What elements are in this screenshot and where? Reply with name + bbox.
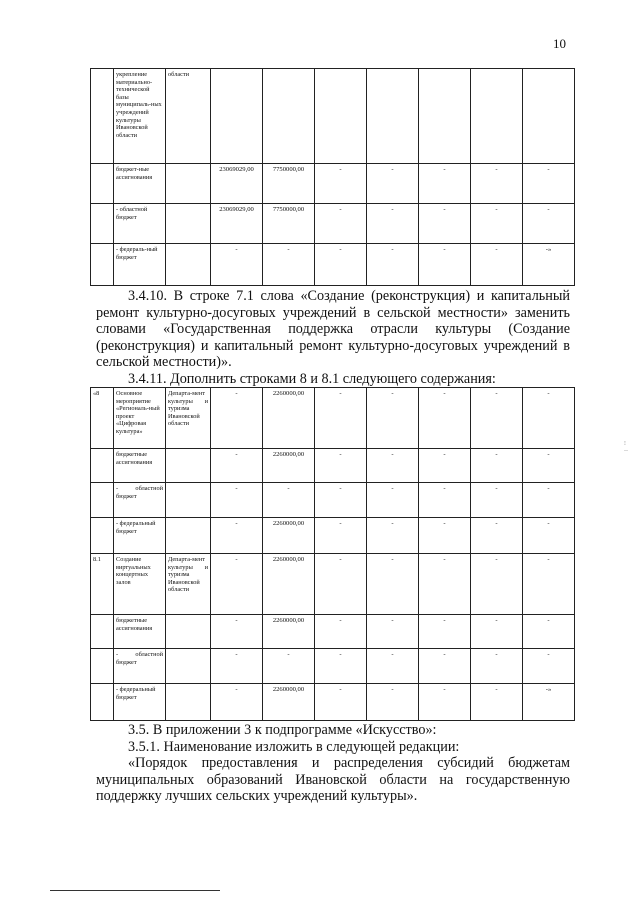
value-cell: - [211, 554, 263, 615]
table-continuation [90, 68, 575, 286]
value-cell: - [471, 244, 523, 286]
value-cell: - [367, 554, 419, 615]
value-cell: - [471, 649, 523, 684]
value-cell: - [523, 554, 575, 615]
row-name: бюджетные ассигнования [114, 615, 166, 649]
value-cell: - [211, 388, 263, 449]
value-cell: - [419, 554, 471, 615]
row-num [91, 684, 114, 721]
row-executor: Департа-мент культуры и туризма Ивановской области [166, 388, 211, 449]
table-row [91, 244, 575, 286]
value-cell: 2260000,00 [263, 388, 315, 449]
value-cell: - [315, 164, 367, 204]
value-cell: - [315, 449, 367, 483]
row-num [91, 164, 114, 204]
value-cell: - [211, 483, 263, 518]
row-executor: области [166, 69, 211, 164]
value-cell: 2260000,00 [263, 518, 315, 554]
value-cell [211, 69, 263, 164]
row-num: «8 [91, 388, 114, 449]
row-name: Создание виртуальных концертных залов [114, 554, 166, 615]
value-cell: - [419, 244, 471, 286]
row-name: - областной бюджет [114, 204, 166, 244]
table-row [91, 449, 575, 483]
value-cell: - [315, 204, 367, 244]
value-cell: - [263, 649, 315, 684]
value-cell: 2260000,00 [263, 554, 315, 615]
value-cell: - [367, 649, 419, 684]
value-cell: - [419, 164, 471, 204]
row-name: Основное мероприятие «Региональ-ный проект «Цифровая культура» [114, 388, 166, 449]
value-cell: - [367, 164, 419, 204]
row-num [91, 615, 114, 649]
value-cell: - [211, 615, 263, 649]
table-row [91, 164, 575, 204]
value-cell: 7750000,00 [263, 164, 315, 204]
value-cell: - [523, 449, 575, 483]
row-num [91, 204, 114, 244]
value-cell: - [211, 518, 263, 554]
value-cell: - [471, 388, 523, 449]
row-name: - федеральный бюджет [114, 518, 166, 554]
value-cell: 7750000,00 [263, 204, 315, 244]
paragraph-3-5-1: 3.5.1. Наименование изложить в следующей редакции: [128, 738, 460, 755]
value-cell: - [315, 244, 367, 286]
value-cell: - [367, 518, 419, 554]
amendment-text-1 [96, 288, 570, 388]
value-cell: - [315, 483, 367, 518]
footnote-separator [50, 890, 220, 891]
value-cell: - [419, 483, 471, 518]
value-cell: 23069029,00 [211, 164, 263, 204]
value-cell: - [523, 615, 575, 649]
value-cell: - [419, 649, 471, 684]
value-cell: - [471, 449, 523, 483]
value-cell: - [315, 684, 367, 721]
value-cell [471, 69, 523, 164]
row-executor [166, 164, 211, 204]
table-row [91, 483, 575, 518]
value-cell: - [471, 204, 523, 244]
amendment-text-2 [96, 722, 570, 805]
value-cell: - [367, 204, 419, 244]
table-row [91, 554, 575, 615]
value-cell: - [523, 164, 575, 204]
value-cell: - [523, 388, 575, 449]
row-num [91, 649, 114, 684]
value-cell: - [419, 518, 471, 554]
value-cell: - [263, 244, 315, 286]
value-cell: - [367, 244, 419, 286]
value-cell: 2260000,00 [263, 684, 315, 721]
table-row [91, 518, 575, 554]
value-cell: - [419, 615, 471, 649]
row-executor: Департа-мент культуры и туризма Ивановской области [166, 554, 211, 615]
value-cell: - [419, 388, 471, 449]
value-cell: - [471, 164, 523, 204]
row-executor [166, 204, 211, 244]
row-name: бюджет-ные ассигнования [114, 164, 166, 204]
row-num [91, 483, 114, 518]
value-cell: 2260000,00 [263, 449, 315, 483]
value-cell: - [211, 244, 263, 286]
row-name: укрепление материально-технической базы муниципаль-ных учреждений культуры Ивановской области [114, 69, 166, 164]
value-cell: - [523, 649, 575, 684]
value-cell: - [471, 518, 523, 554]
value-cell: -» [523, 684, 575, 721]
paragraph-3-5: 3.5. В приложении 3 к подпрограмме «Искусство»: [128, 722, 437, 738]
row-executor [166, 615, 211, 649]
row-name: - федераль-ный бюджет [114, 244, 166, 286]
paragraph-new-title: «Порядок предоставления и распределения субсидий бюджетам муниципальных образований Ивановской области на государственную поддержку лучших сельских учреждений культуры». [96, 755, 570, 805]
row-num [91, 449, 114, 483]
row-executor [166, 649, 211, 684]
row-num [91, 518, 114, 554]
table-row [91, 649, 575, 684]
value-cell: - [471, 554, 523, 615]
value-cell: - [523, 518, 575, 554]
value-cell: - [419, 204, 471, 244]
value-cell: -» [523, 244, 575, 286]
value-cell: 2260000,00 [263, 615, 315, 649]
page-number: 10 [553, 36, 566, 51]
row-executor [166, 518, 211, 554]
value-cell [419, 69, 471, 164]
row-executor [166, 244, 211, 286]
table-rows-8 [90, 387, 575, 721]
table-row [91, 388, 575, 449]
value-cell: - [471, 483, 523, 518]
row-executor [166, 449, 211, 483]
value-cell: - [367, 388, 419, 449]
value-cell: - [367, 483, 419, 518]
value-cell: - [367, 449, 419, 483]
value-cell: - [315, 554, 367, 615]
row-num [91, 69, 114, 164]
paragraph-3-4-11: 3.4.11. Дополнить строками 8 и 8.1 следующего содержания: [128, 370, 496, 387]
value-cell [367, 69, 419, 164]
table-row [91, 615, 575, 649]
table-row [91, 684, 575, 721]
value-cell: - [315, 518, 367, 554]
table-row [91, 69, 575, 164]
value-cell: - [471, 615, 523, 649]
value-cell [263, 69, 315, 164]
value-cell: - [263, 483, 315, 518]
paragraph-3-4-10: 3.4.10. В строке 7.1 слова «Создание (реконструкция) и капитальный ремонт культурно-досуговых учреждений в сельской местности» заменить словами «Государственная поддержка отрасли культуры (Создание (реконструкция) и капитальный ремонт культурно-досуговых учреждений в сельской местности)». [96, 288, 570, 371]
margin-mark: ⁝ ‥ [624, 441, 629, 453]
value-cell: - [315, 388, 367, 449]
row-executor [166, 483, 211, 518]
value-cell: - [419, 684, 471, 721]
row-name: - федеральный бюджет [114, 684, 166, 721]
value-cell: - [367, 615, 419, 649]
row-name: - областной бюджет [114, 483, 166, 518]
value-cell [315, 69, 367, 164]
row-executor [166, 684, 211, 721]
value-cell: - [523, 204, 575, 244]
value-cell: - [211, 449, 263, 483]
value-cell: 23069029,00 [211, 204, 263, 244]
value-cell: - [367, 684, 419, 721]
row-name: - областной бюджет [114, 649, 166, 684]
value-cell: - [523, 483, 575, 518]
row-name: бюджетные ассигнования [114, 449, 166, 483]
value-cell: - [419, 449, 471, 483]
table-row [91, 204, 575, 244]
value-cell: - [315, 649, 367, 684]
value-cell: - [211, 649, 263, 684]
row-num [91, 244, 114, 286]
value-cell: - [211, 684, 263, 721]
value-cell [523, 69, 575, 164]
value-cell: - [315, 615, 367, 649]
value-cell: - [471, 684, 523, 721]
row-num: 8.1 [91, 554, 114, 615]
